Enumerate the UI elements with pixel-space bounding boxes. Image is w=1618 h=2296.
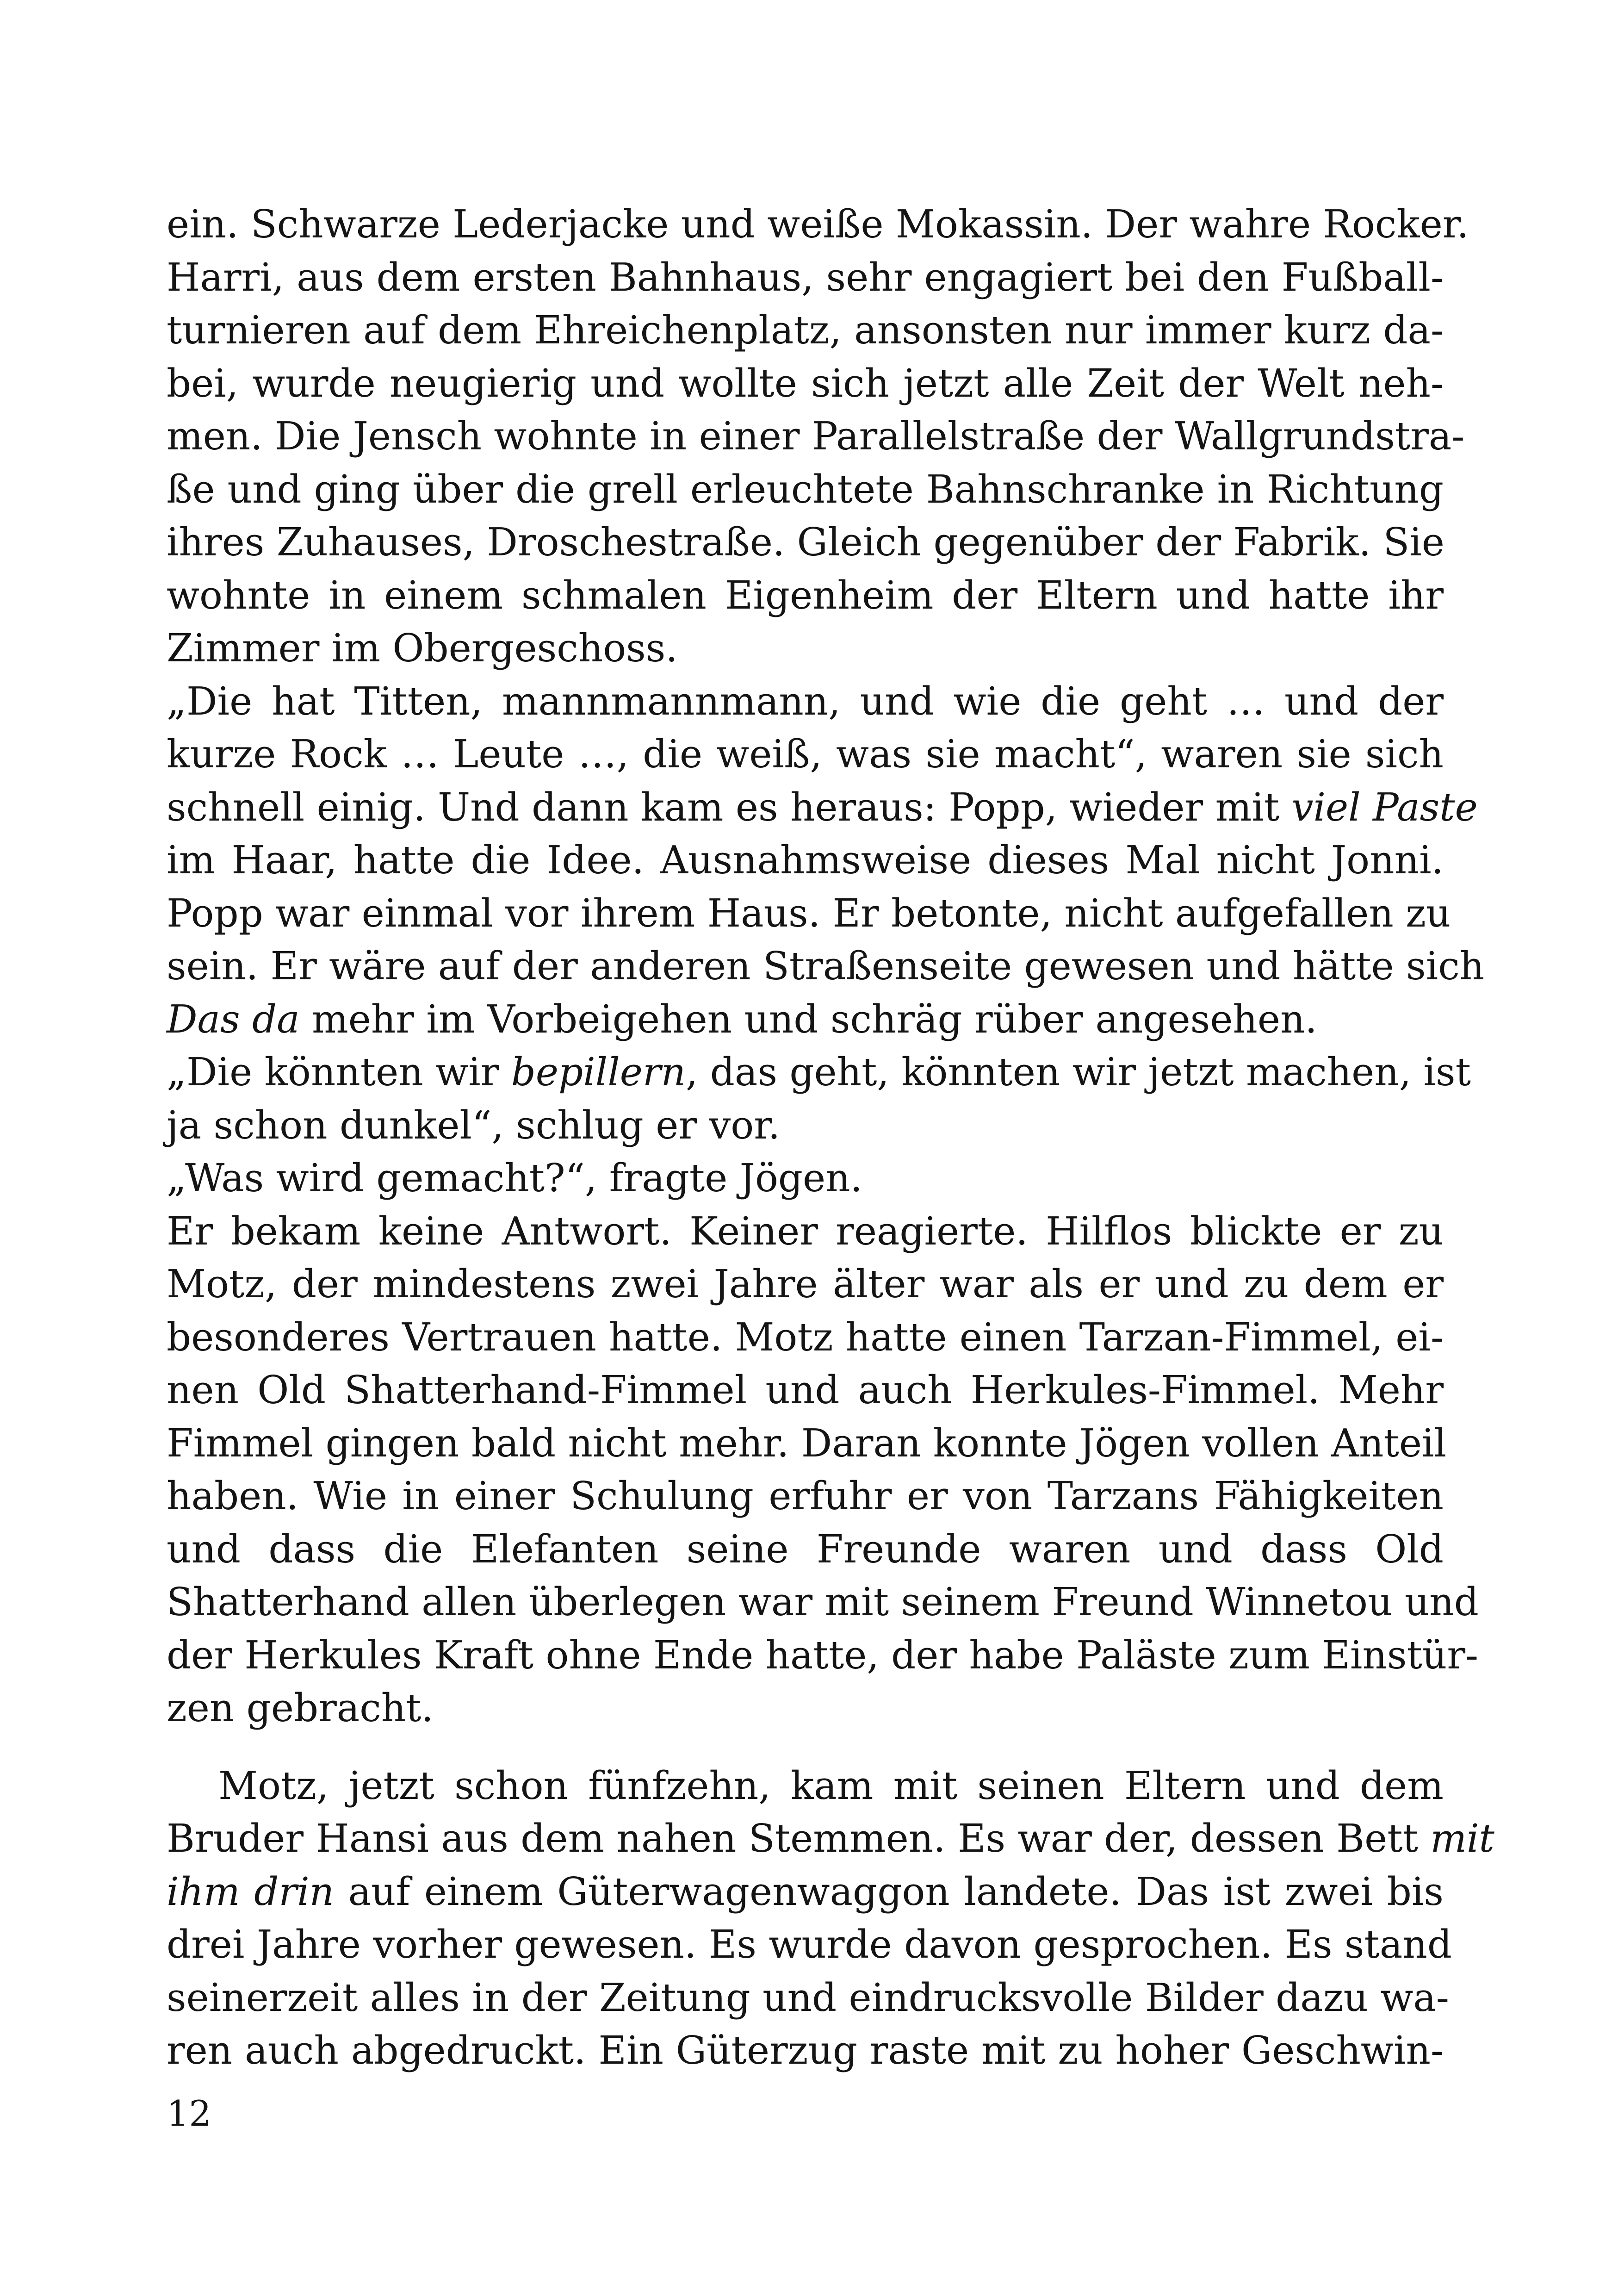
- text-line: der Herkules Kraft ohne Ende hatte, der habe Paläste zum Einstür-: [167, 1632, 1479, 1678]
- text-line: turnieren auf dem Ehreichenplatz, ansonsten nur immer kurz da-: [167, 308, 1444, 353]
- italic-phrase: viel Paste: [1291, 784, 1478, 830]
- text-line: und dass die Elefanten seine Freunde waren und dass Old: [167, 1526, 1444, 1572]
- text-line: men. Die Jensch wohnte in einer Parallelstraße der Wallgrundstra-: [167, 414, 1465, 459]
- body-text: [167, 198, 1494, 2078]
- text-line: nen Old Shatterhand-Fimmel und auch Herkules-Fimmel. Mehr: [167, 1368, 1444, 1412]
- text-line: schnell einig. Und dann kam es heraus: Popp, wieder mit viel Paste: [167, 784, 1478, 830]
- text-line: Bruder Hansi aus dem nahen Stemmen. Es war der, dessen Bett mit: [167, 1816, 1494, 1861]
- italic-phrase: bepillern: [511, 1050, 686, 1095]
- italic-phrase: ihm drin: [167, 1869, 335, 1914]
- text-line: Das da mehr im Vorbeigehen und schräg rüber angesehen.: [167, 996, 1317, 1042]
- text-line: im Haar, hatte die Idee. Ausnahmsweise dieses Mal nicht Jonni.: [167, 838, 1444, 883]
- italic-phrase: mit: [1430, 1816, 1494, 1861]
- text-line: wohnte in einem schmalen Eigenheim der Eltern und hatte ihr: [167, 572, 1444, 618]
- text-line: Er bekam keine Antwort. Keiner reagierte. Hilflos blickte er zu: [167, 1208, 1444, 1254]
- text-line: drei Jahre vorher gewesen. Es wurde davon gesprochen. Es stand: [167, 1922, 1452, 1967]
- text-line: Zimmer im Obergeschoss.: [167, 626, 678, 671]
- text-line: seinerzeit alles in der Zeitung und eindrucksvolle Bilder dazu wa-: [167, 1975, 1449, 2020]
- text-line: „Die hat Titten, mannmannmann, und wie die geht … und der: [167, 678, 1444, 724]
- text-line: Motz, jetzt schon fünfzehn, kam mit seinen Eltern und dem: [218, 1763, 1444, 1808]
- text-line: sein. Er wäre auf der anderen Straßenseite gewesen und hätte sich: [167, 944, 1485, 989]
- text-line: haben. Wie in einer Schulung erfuhr er von Tarzans Fähigkeiten: [167, 1474, 1444, 1518]
- text-line: Fimmel gingen bald nicht mehr. Daran konnte Jögen vollen Anteil: [167, 1420, 1447, 1466]
- text-line: ja schon dunkel“, schlug er vor.: [167, 1102, 781, 1148]
- text-line: „Was wird gemacht?“, fragte Jögen.: [167, 1156, 863, 1201]
- text-line: ein. Schwarze Lederjacke und weiße Mokassin. Der wahre Rocker.: [167, 202, 1469, 247]
- page-number: 12: [167, 2093, 211, 2134]
- text-line: „Die könnten wir bepillern, das geht, könnten wir jetzt machen, ist: [167, 1050, 1471, 1095]
- text-line: Popp war einmal vor ihrem Haus. Er betonte, nicht aufgefallen zu: [167, 890, 1451, 936]
- text-line: Motz, der mindestens zwei Jahre älter war als er und zu dem er: [167, 1262, 1444, 1307]
- text-line: ren auch abgedruckt. Ein Güterzug raste mit zu hoher Geschwin-: [167, 2028, 1444, 2073]
- text-line: besonderes Vertrauen hatte. Motz hatte einen Tarzan-Fimmel, ei-: [167, 1314, 1444, 1360]
- text-line: ihm drin auf einem Güterwagenwaggon landete. Das ist zwei bis: [167, 1869, 1444, 1914]
- paragraph-gap: [167, 1735, 1444, 1760]
- text-line: Harri, aus dem ersten Bahnhaus, sehr engagiert bei den Fußball-: [167, 255, 1444, 300]
- text-line: ße und ging über die grell erleuchtete Bahnschranke in Richtung: [167, 467, 1444, 512]
- text-line: ihres Zuhauses, Droschestraße. Gleich gegenüber der Fabrik. Sie: [167, 520, 1444, 565]
- text-line: zen gebracht.: [167, 1686, 434, 1730]
- text-line: Shatterhand allen überlegen war mit seinem Freund Winnetou und: [167, 1580, 1479, 1624]
- italic-phrase: Das da: [167, 996, 300, 1042]
- text-line: bei, wurde neugierig und wollte sich jetzt alle Zeit der Welt neh-: [167, 361, 1444, 406]
- text-line: kurze Rock … Leute …, die weiß, was sie macht“, waren sie sich: [167, 732, 1444, 777]
